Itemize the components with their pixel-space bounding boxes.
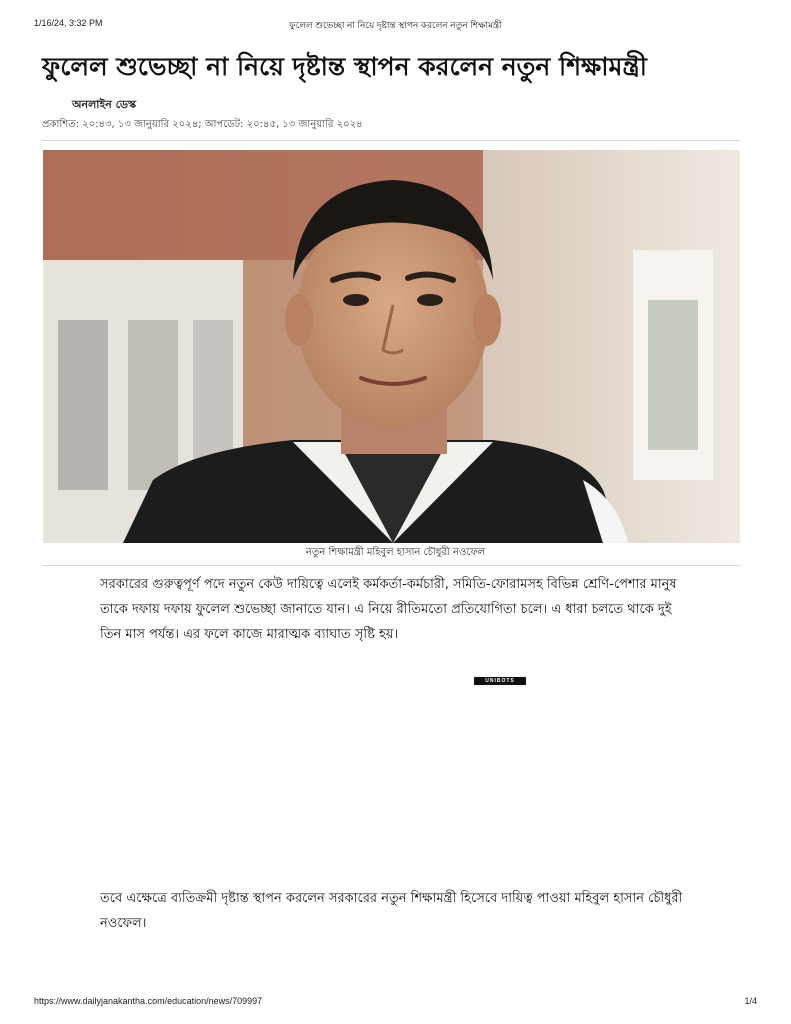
article-paragraph: সরকারের গুরুত্বপূর্ণ পদে নতুন কেউ দায়িত্বে এলেই কর্মকর্তা-কর্মচারী, সমিতি-ফোরামসহ বিভিন্ন শ্রেণি-পেশার মানুষ তাকে দফায় দফায় ফুলেল শুভেচ্ছা জানাতে যান। এ নিয়ে রীতিমতো প্রতিযোগিতা চলে। এ ধারা চলতে থাকে দুই তিন মাস পর্যন্ত। এর ফলে কাজে মারাত্মক ব্যাঘাত সৃষ্টি হয়। — [100, 577, 677, 642]
print-footer — [34, 996, 757, 1008]
divider — [42, 140, 740, 141]
article-paragraph: তবে এক্ষেত্রে ব্যতিক্রমী দৃষ্টান্ত স্থাপন করলেন সরকারের নতুন শিক্ষামন্ত্রী হিসেবে দায়িত্ব পাওয়া মহিবুল হাসান চৌধুরী নওফেল। — [100, 891, 683, 931]
page-number: 1/4 — [744, 996, 757, 1006]
image-caption: নতুন শিক্ষামন্ত্রী মহিবুল হাসান চৌধুরী নওফেল — [305, 547, 486, 558]
portrait-image — [43, 150, 740, 543]
print-date: 1/16/24, 3:32 PM — [34, 18, 103, 28]
article-meta: প্রকাশিত: ২০:৪৩, ১৩ জানুয়ারি ২০২৪; আপডেট: ২০:৪৫, ১৩ জানুয়ারি ২০২৪ — [42, 119, 363, 130]
ad-badge[interactable]: UNIBOTS — [474, 677, 526, 685]
divider — [42, 565, 740, 566]
print-header — [34, 18, 757, 32]
print-url: https://www.dailyjanakantha.com/education/news/709997 — [34, 996, 263, 1006]
article-photo — [43, 150, 740, 543]
article-author[interactable]: অনলাইন ডেস্ক — [72, 98, 137, 111]
print-doc-title: ফুলেল শুভেচ্ছা না নিয়ে দৃষ্টান্ত স্থাপন করলেন নতুন শিক্ষামন্ত্রী — [289, 20, 502, 30]
article-headline: ফুলেল শুভেচ্ছা না নিয়ে দৃষ্টান্ত স্থাপন করলেন নতুন শিক্ষামন্ত্রী — [42, 52, 647, 81]
